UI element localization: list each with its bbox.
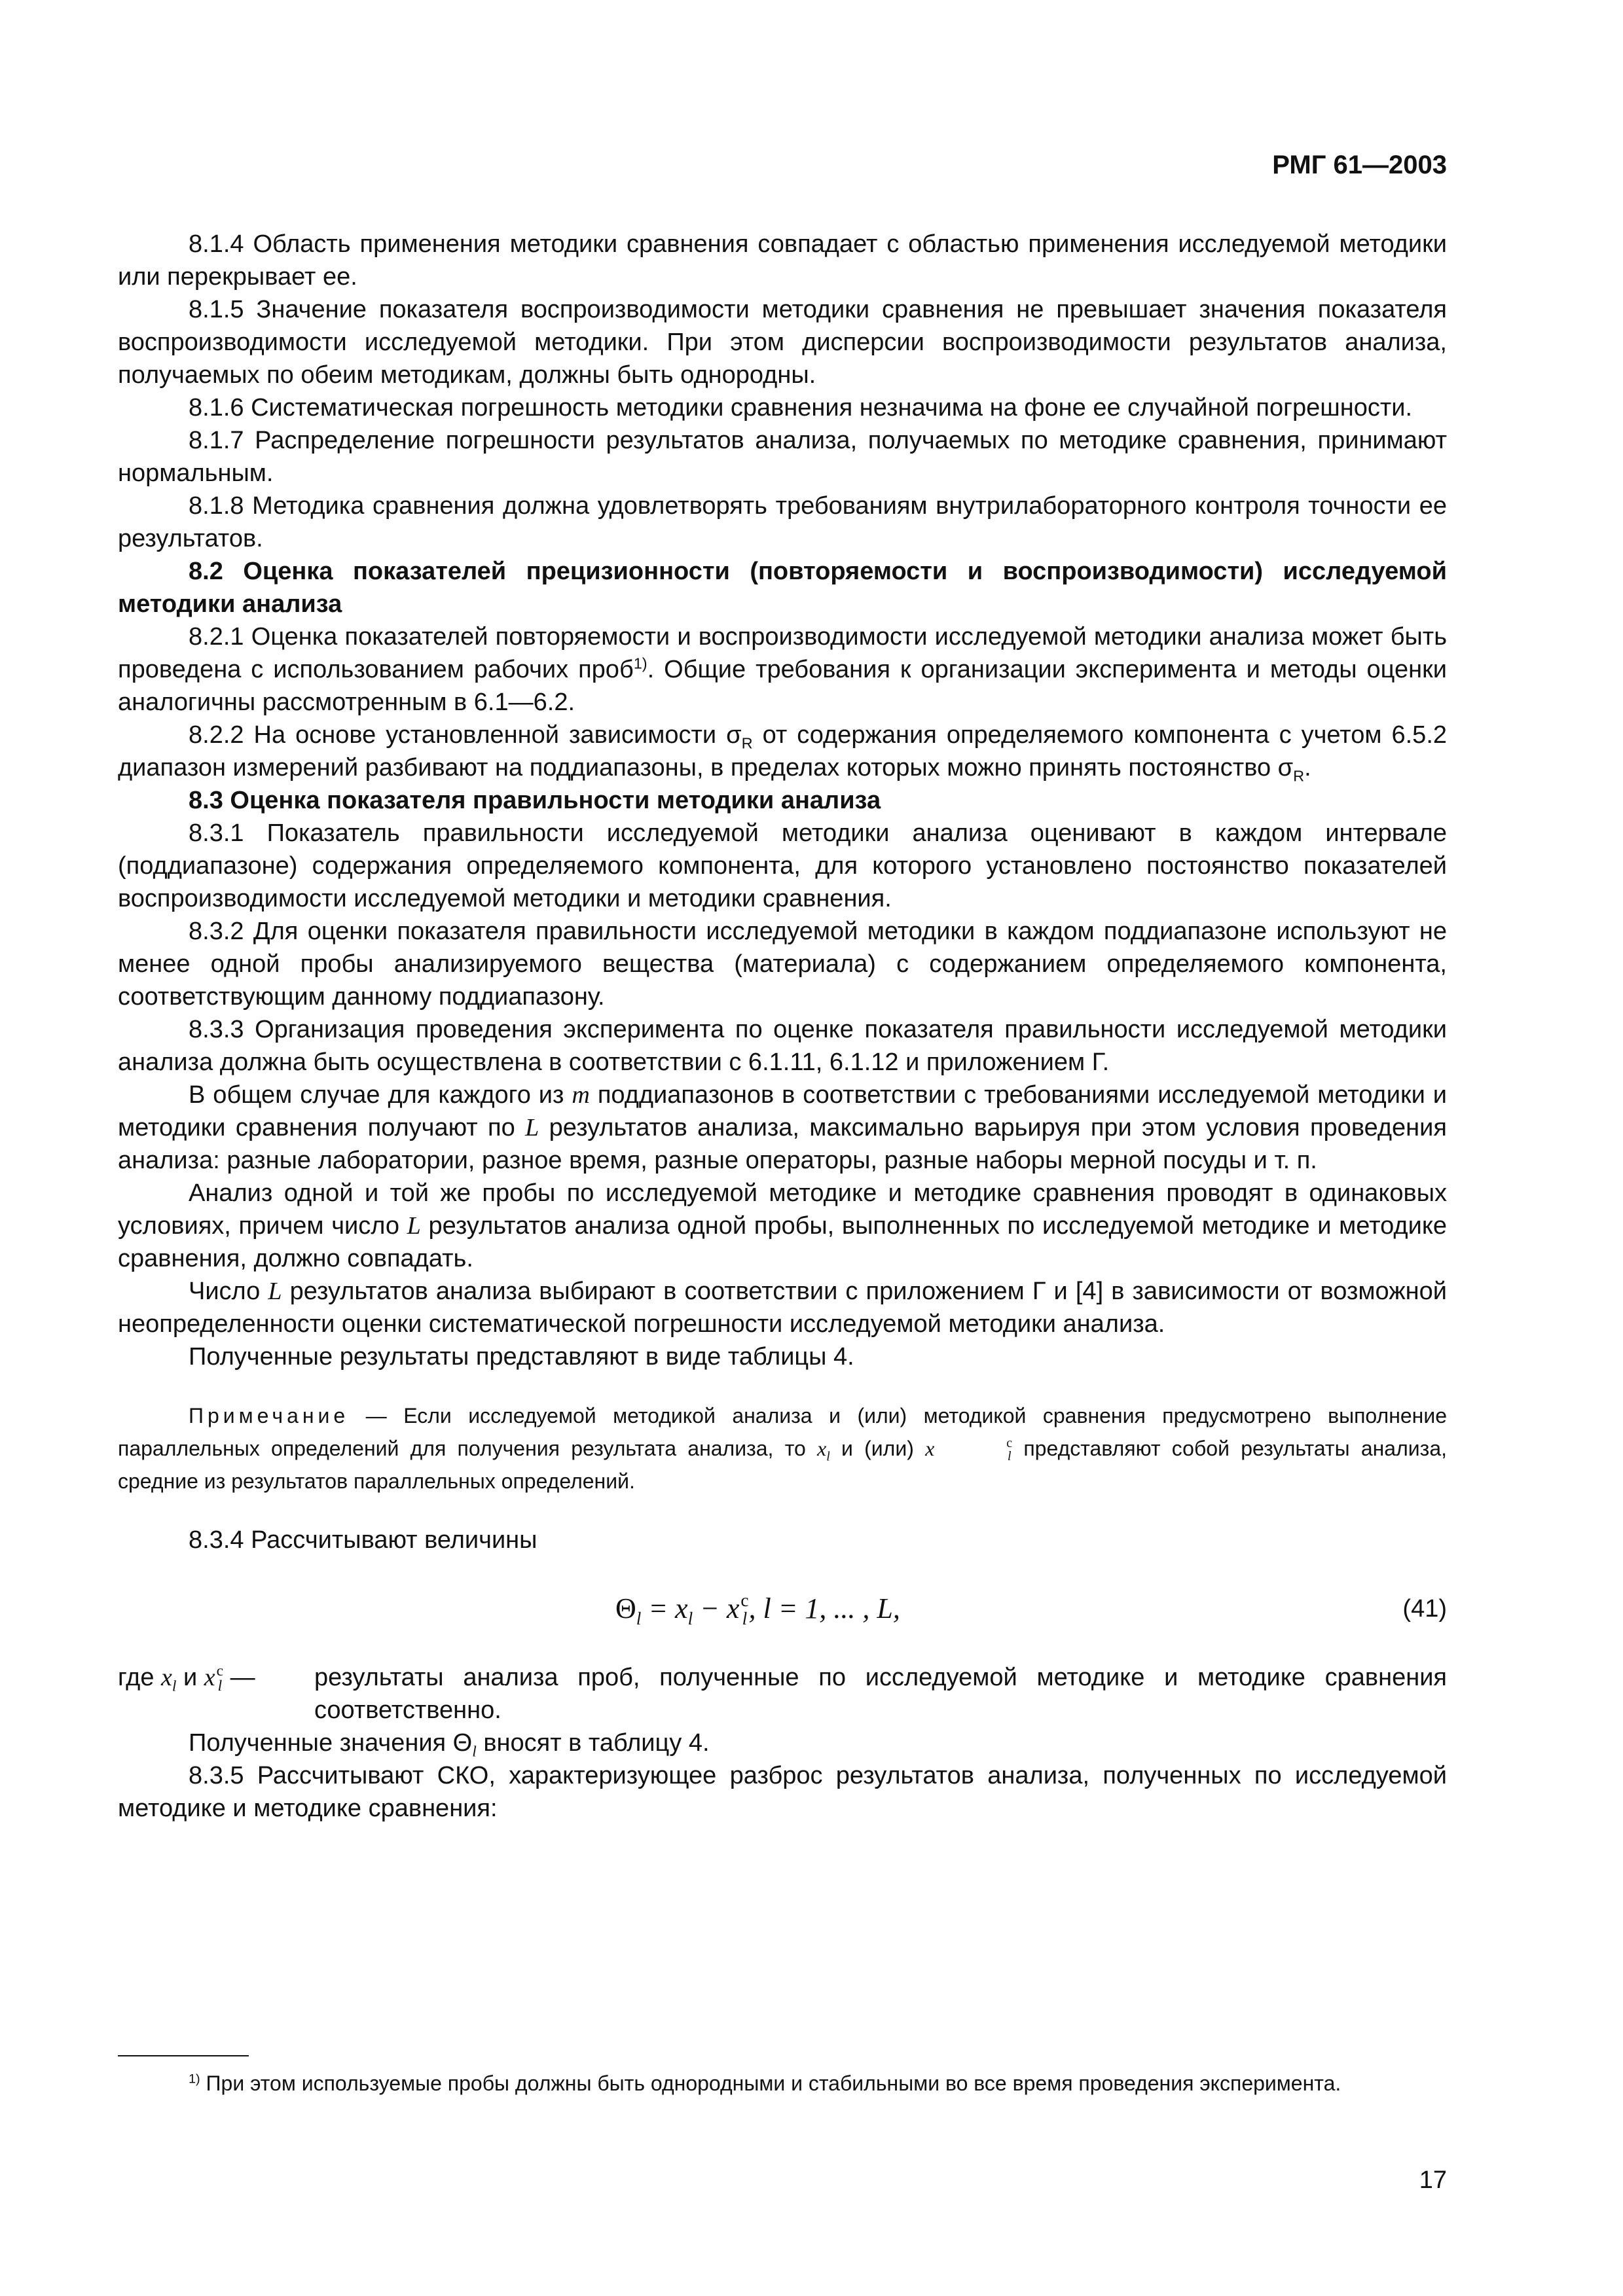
subscript-l: l (687, 1608, 693, 1628)
footnote (118, 2068, 1447, 2098)
paragraph-analysis-conditions (118, 1177, 1447, 1275)
number-text-a: Число (189, 1278, 268, 1305)
page-number: 17 (1419, 2166, 1447, 2194)
paragraph-8-1-6: 8.1.6 Систематическая погрешность методики сравнения незначима на фоне ее случайной погрешности. (189, 394, 1413, 422)
variable-x: x (925, 1437, 935, 1460)
subscript-l: l (472, 1743, 477, 1761)
paragraph-8-2-2 (118, 719, 1447, 784)
section-heading-8-3: 8.3 Оценка показателя правильности методики анализа (189, 787, 881, 814)
section-heading-8-2: 8.2 Оценка показателей прецизионности (повторяемости и воспроизводимости) исследуемой методики анализа (118, 558, 1447, 618)
where-clause (118, 1661, 1447, 1727)
variable-L: L (525, 1114, 539, 1141)
footnote-separator (118, 2055, 249, 2056)
where-and: и (176, 1664, 204, 1691)
theta-text-b: вносят в таблицу 4. (476, 1729, 710, 1757)
paragraph-theta-values (118, 1727, 1447, 1759)
theta-text-a: Полученные значения Θ (189, 1729, 473, 1757)
paragraph-8-1-7: 8.1.7 Распределение погрешности результатов анализа, получаемых по методике сравнения, принимают нормальным. (118, 427, 1447, 487)
where-dash: — (223, 1664, 255, 1691)
sigma-subscript: R (1293, 767, 1305, 785)
paragraph-number-of-results (118, 1275, 1447, 1340)
variable-L: L (407, 1212, 421, 1240)
paragraph-8-1-8: 8.1.8 Методика сравнения должна удовлетворять требованиям внутрилабораторного контроля точности ее результатов. (118, 492, 1447, 552)
note-label: Примечание (189, 1404, 350, 1427)
note-and-or: и (или) (830, 1437, 926, 1460)
footnote-reference: 1) (633, 655, 647, 672)
x-sup-sub (217, 1664, 223, 1695)
footnote-text: При этом используемые пробы должны быть однородными и стабильными во все время проведения эксперимента. (200, 2072, 1341, 2095)
variable-m: m (572, 1081, 590, 1109)
general-case-text-b: поддиапазонов в соответствии с требованиями исследуемой методики и методики сравнения получают по (118, 1081, 1447, 1141)
superscript-c: c (216, 1662, 224, 1679)
paragraph-8-3-2: 8.3.2 Для оценки показателя правильности исследуемой методики в каждом поддиапазоне используют не менее одной пробы анализируемого вещества (материала) с содержанием определяемого компонента, соответствующим данному поддиапазону. (118, 918, 1447, 1011)
x-sup-sub (740, 1592, 748, 1628)
paragraph-8-2-1-text-b: . Общие требования к организации эксперимента и методы оценки аналогичны рассмотренным в 6.1—6.2. (118, 656, 1447, 716)
where-symbols (118, 1661, 314, 1727)
paragraph-8-1-4: 8.1.4 Область применения методики сравнения совпадает с областью применения исследуемой методики или перекрывает ее. (118, 230, 1447, 291)
paragraph-8-3-5: 8.3.5 Рассчитывают СКО, характеризующее разброс результатов анализа, полученных по исследуемой методике и методике сравнения: (118, 1762, 1447, 1822)
variable-x: x (204, 1664, 215, 1691)
footnote-1 (118, 2068, 1447, 2098)
paragraph-8-1-5: 8.1.5 Значение показателя воспроизводимости методики сравнения не превышает значения показателя воспроизводимости исследуемой методики. При этом дисперсии воспроизводимости результатов анализа, получаемых по обеим методикам, должны быть однородны. (118, 296, 1447, 389)
paragraph-8-3-4: 8.3.4 Рассчитывают величины (189, 1526, 538, 1554)
subscript-l: l (636, 1608, 642, 1628)
formula-expression (615, 1583, 900, 1635)
variable-x: x (161, 1664, 172, 1691)
general-case-text-a: В общем случае для каждого из (189, 1081, 572, 1109)
body-text (118, 228, 1447, 1825)
theta-symbol: Θ (615, 1592, 636, 1624)
document-header: РМГ 61—2003 (1272, 151, 1447, 179)
paragraph-8-2-2-text-c: . (1304, 754, 1311, 781)
footnote-marker: 1) (189, 2072, 200, 2087)
paragraph-8-2-2-text-a: 8.2.2 На основе установленной зависимости σ (189, 721, 742, 749)
formula-minus: − x (693, 1592, 740, 1624)
paragraph-8-2-1-text-a: 8.2.1 Оценка показателей повторяемости и воспроизводимости исследуемой методики анализа может быть проведена с использованием рабочих проб (118, 623, 1447, 683)
formula-41 (118, 1583, 1447, 1635)
note-text-b: представляют собой результаты анализа, средние из результатов параллельных определений. (118, 1437, 1448, 1493)
subscript-l: l (742, 1608, 748, 1628)
paragraph-results-table: Полученные результаты представляют в виде таблицы 4. (189, 1343, 854, 1371)
analysis-text-a: Анализ одной и той же пробы по исследуемой методике и методике сравнения проводят в одинаковых условиях, причем число (118, 1179, 1447, 1240)
sigma-subscript: R (741, 734, 753, 752)
note-text-a: Если исследуемой методикой анализа и (или) методикой сравнения предусмотрено выполнение параллельных определений для получения результата анализа, то (118, 1404, 1448, 1460)
where-definition: результаты анализа проб, полученные по исследуемой методике и методике сравнения соответственно. (314, 1664, 1447, 1724)
formula-eq: = x (641, 1592, 688, 1624)
analysis-text-b: результатов анализа одной пробы, выполненных по исследуемой методике и методике сравнения, должно совпадать. (118, 1212, 1448, 1272)
subscript-l: l (217, 1677, 223, 1695)
subscript-l: l (172, 1677, 177, 1695)
x-sup-sub (936, 1437, 1012, 1463)
variable-L: L (268, 1278, 282, 1305)
general-case-text-c: результатов анализа, максимально варьируя при этом условия проведения анализа: разные лаборатории, разное время, разные операторы, разные наборы мерной посуды и т. п. (118, 1114, 1447, 1174)
number-text-b: результатов анализа выбирают в соответствии с приложением Г и [4] в зависимости от возможной неопределенности оценки систематической погрешности исследуемой методики анализа. (118, 1278, 1447, 1338)
variable-x: x (817, 1437, 827, 1460)
paragraph-8-3-1: 8.3.1 Показатель правильности исследуемой методики анализа оценивают в каждом интервале (поддиапазоне) содержания определяемого компонента, для которого установлено постоянство показателей воспроизводимости исследуемой методики и методики сравнения. (118, 819, 1447, 912)
superscript-c: c (740, 1590, 749, 1611)
paragraph-8-3-3: 8.3.3 Организация проведения эксперимента по оценке показателя правильности исследуемой методики анализа должна быть осуществлена в соответствии с 6.1.11, 6.1.12 и приложением Г. (118, 1016, 1447, 1076)
equation-number: (41) (1402, 1595, 1447, 1623)
paragraph-general-case (118, 1079, 1447, 1177)
paragraph-8-2-1 (118, 620, 1447, 719)
where-label: где (118, 1664, 162, 1691)
subscript-l: l (826, 1449, 830, 1464)
paragraph-8-2-2-text-b: от содержания определяемого компонента с учетом 6.5.2 диапазон измерений разбивают на поддиапазоны, в пределах которых можно принять постоянство σ (118, 721, 1448, 781)
superscript-c: c (1006, 1436, 1013, 1451)
subscript-l: l (1007, 1448, 1012, 1463)
note (118, 1399, 1447, 1498)
note-dash: — (349, 1404, 404, 1427)
formula-rest: , l = 1, ... , L, (748, 1592, 900, 1624)
